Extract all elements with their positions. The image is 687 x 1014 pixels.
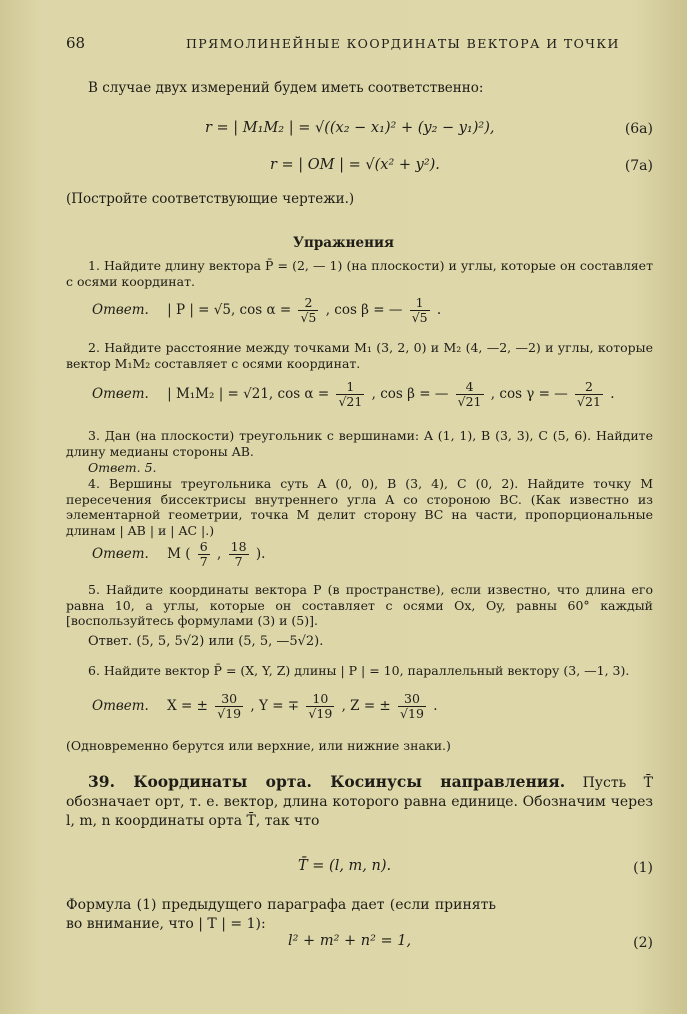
fraction: $\frac{30}{√19}$ xyxy=(400,691,424,721)
fraction: $\frac{1}{√5}$ xyxy=(411,295,428,325)
exercise-5-text: 5. Найдите координаты вектора P (в пространстве), если известно, что длина его равна 10, а углы, которые он составляет с осями Ox, Oy, равны 60° каждый [воспользуйтесь формулами (3) и (5)]. xyxy=(66,582,653,628)
fraction: $\frac{10}{√19}$ xyxy=(308,691,333,721)
exercise-5-answer: Ответ. (5, 5, 5√2) или (5, 5, —5√2). xyxy=(88,634,324,649)
answer-label: Ответ. xyxy=(92,698,149,714)
formula-1-label: (1) xyxy=(633,860,653,876)
answer-label: Ответ. xyxy=(92,546,149,562)
formula-6a: r = | M₁M₂ | = √((x₂ − x₁)² + (y₂ − y₁)²), xyxy=(205,120,495,136)
formula-1: T̄ = (l, m, n). xyxy=(298,858,392,874)
answer-label: Ответ. xyxy=(92,302,149,318)
fraction: $\frac{18}{7}$ xyxy=(230,539,247,569)
exercise-6-note: (Одновременно берутся или верхние, или нижние знаки.) xyxy=(66,738,451,753)
section-39-paragraph xyxy=(66,772,653,831)
fraction: $\frac{30}{√19}$ xyxy=(217,691,242,721)
section-text-2: Формула (1) предыдущего параграфа дает (если принять во внимание, что | T | = 1): xyxy=(66,897,496,932)
exercise-3-answer: Ответ. 5. xyxy=(88,460,157,475)
section-title: 39. Координаты орта. Косинусы направления. xyxy=(88,772,566,791)
formula-7a-label: (7а) xyxy=(624,158,653,174)
intro-text: В случае двух измерений будем иметь соответственно: xyxy=(88,80,484,96)
exercise-4-answer: Ответ. M ( $\frac{6}{7}$ , $\frac{18}{7}$ ). xyxy=(92,539,266,569)
exercise-3-text: 3. Дан (на плоскости) треугольник с вершинами: A (1, 1), B (3, 3), C (5, 6). Найдите длину медианы стороны AB. xyxy=(66,428,653,459)
exercise-1-text: 1. Найдите длину вектора P̄ = (2, — 1) (на плоскости) и углы, которые он составляет с осями координат. xyxy=(66,258,653,289)
fraction: $\frac{6}{7}$ xyxy=(199,539,208,569)
formula-2: l² + m² + n² = 1, xyxy=(288,933,412,949)
exercises-heading: Упражнения xyxy=(293,235,394,251)
running-title: ПРЯМОЛИНЕЙНЫЕ КООРДИНАТЫ ВЕКТОРА И ТОЧКИ xyxy=(186,36,620,51)
fraction: $\frac{4}{√21}$ xyxy=(457,379,482,409)
exercise-1-answer: Ответ. | P | = √5, cos α = $\frac{2}{√5}$ , cos β = — $\frac{1}{√5}$ . xyxy=(92,295,442,325)
exercise-6-answer: Ответ. X = ± $\frac{30}{√19}$ , Y = ∓ $\frac{10}{√19}$ , Z = ± $\frac{30}{√19}$ . xyxy=(92,691,438,721)
fraction: $\frac{2}{√5}$ xyxy=(300,295,317,325)
section-text-1: Пусть T̄ обозначает орт, т. е. вектор, длина которого равна единице. Обозначим через l, m, n координаты орта T̄, так что xyxy=(66,775,653,829)
answer-label: Ответ. xyxy=(92,386,149,402)
fraction: $\frac{1}{√21}$ xyxy=(338,379,363,409)
exercise-6-text: 6. Найдите вектор P̄ = (X, Y, Z) длины | P | = 10, параллельный вектору (3, —1, 3). xyxy=(88,663,630,678)
exercise-2-text: 2. Найдите расстояние между точками M₁ (3, 2, 0) и M₂ (4, —2, —2) и углы, которые вектор M₁M₂ составляет с осями координат. xyxy=(66,340,653,371)
formula-2-label: (2) xyxy=(633,935,653,951)
drawing-note: (Постройте соответствующие чертежи.) xyxy=(66,191,355,207)
exercise-4-text: 4. Вершины треугольника суть A (0, 0), B (3, 4), C (0, 2). Найдите точку M пересечения биссектрисы внутреннего угла A со стороною BC. (Как известно из элементарной геометрии, точка M делит сторону BC на части, пропорциональные длинам | AB | и | AC |.) xyxy=(66,476,653,538)
page-number: 68 xyxy=(66,34,86,52)
exercise-2-answer: Ответ. | M₁M₂ | = √21, cos α = $\frac{1}{√21}$ , cos β = — $\frac{4}{√21}$ , cos γ = — $\frac{2}{√21}$ . xyxy=(92,379,615,409)
formula-6a-label: (6а) xyxy=(624,121,653,137)
formula-7a: r = | OM | = √(x² + y²). xyxy=(270,157,440,173)
fraction: $\frac{2}{√21}$ xyxy=(577,379,601,409)
